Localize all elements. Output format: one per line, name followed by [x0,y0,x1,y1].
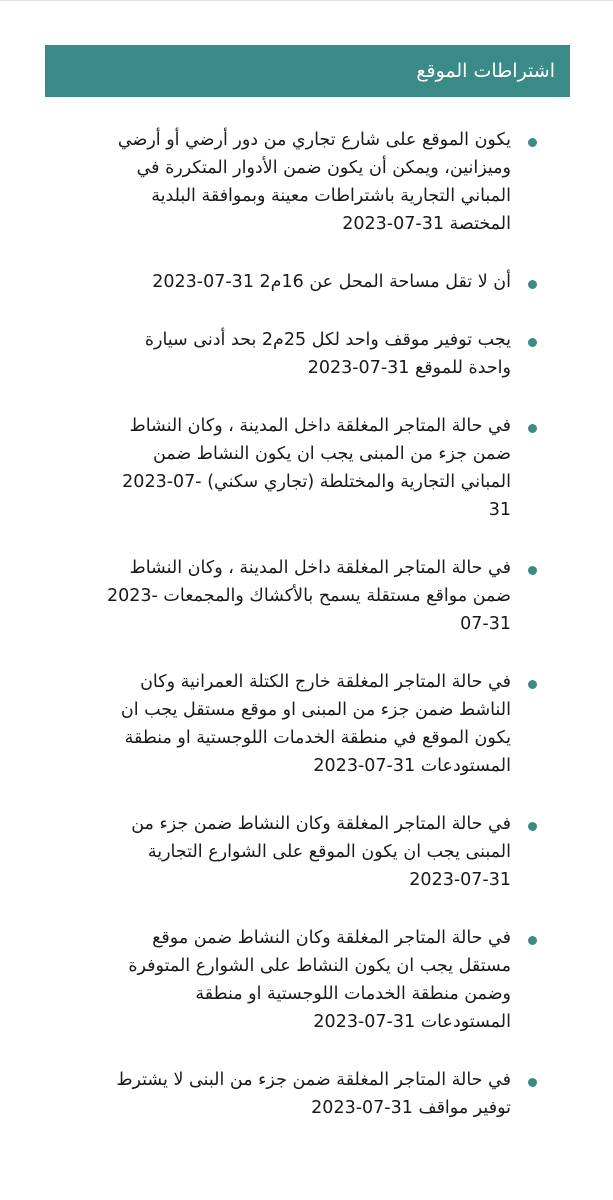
section-header [45,45,570,97]
bullet-icon [528,680,537,689]
bullet-icon [528,424,537,433]
item-text: يكون الموقع على شارع تجاري من دور أرضي أو أرضي وميزانين، ويمكن أن يكون ضمن الأدوار المتكررة في المباني التجارية باشتراطات معينة وبموافقة البلدية المختصة [117,130,511,234]
list-item [100,326,537,382]
item-date: 2023-07-31 [106,586,511,634]
item-text: في حالة المتاجر المغلقة ضمن جزء من البنى لا يشترط توفير مواقف [116,1070,511,1118]
item-text: أن لا تقل مساحة المحل عن 16م2 [259,272,511,292]
bullet-icon [528,822,537,831]
list-item [100,924,537,1036]
item-date: 2023-07-31 [313,1012,416,1032]
item-text: في حالة المتاجر المغلقة خارج الكتلة العمرانية وكان الناشط ضمن جزء من المبنى او موقع مستقل يجب ان يكون الموقع في منطقة الخدمات اللوجستية او منطقة المستودعات [120,672,511,776]
bullet-icon [528,338,537,347]
bullet-icon [528,1078,537,1087]
bullet-icon [528,280,537,289]
list-item [100,810,537,894]
list-item [100,268,537,296]
item-text: في حالة المتاجر المغلقة وكان النشاط ضمن جزء من المبنى يجب ان يكون الموقع على الشوارع التجارية [131,814,511,862]
item-text: في حالة المتاجر المغلقة داخل المدينة ، وكان النشاط ضمن مواقع مستقلة يسمح بالأكشاك والمجمعات [129,558,511,606]
list-item [100,668,537,780]
list-item [100,554,537,638]
item-date: 2023-07-31 [307,358,410,378]
item-text: في حالة المتاجر المغلقة داخل المدينة ، وكان النشاط ضمن جزء من المبنى يجب ان يكون النشاط ضمن المباني التجارية والمختلطة (تجاري سكني) [129,416,511,492]
section-title: اشتراطات الموقع [416,60,555,82]
item-date: 2023-07-31 [311,1098,413,1118]
list-item [100,412,537,524]
bullet-icon [528,566,537,575]
item-date: 2023-07-31 [152,272,254,292]
requirements-list [100,126,537,1152]
item-text: يجب توفير موقف واحد لكل 25م2 بحد أدنى سيارة واحدة للموقع [144,330,511,378]
item-date: 2023-07-31 [122,472,511,520]
bullet-icon [528,936,537,945]
bullet-icon [528,138,537,147]
item-date: 2023-07-31 [313,756,416,776]
item-date: 2023-07-31 [342,214,444,234]
list-item [100,1066,537,1122]
item-date: 2023-07-31 [409,870,511,890]
list-item [100,126,537,238]
top-divider [0,0,613,1]
item-text: في حالة المتاجر المغلقة وكان النشاط ضمن موقع مستقل يجب ان يكون النشاط على الشوارع المتوفرة وضمن منطقة الخدمات اللوجستية او منطقة المستودعات [128,928,511,1032]
